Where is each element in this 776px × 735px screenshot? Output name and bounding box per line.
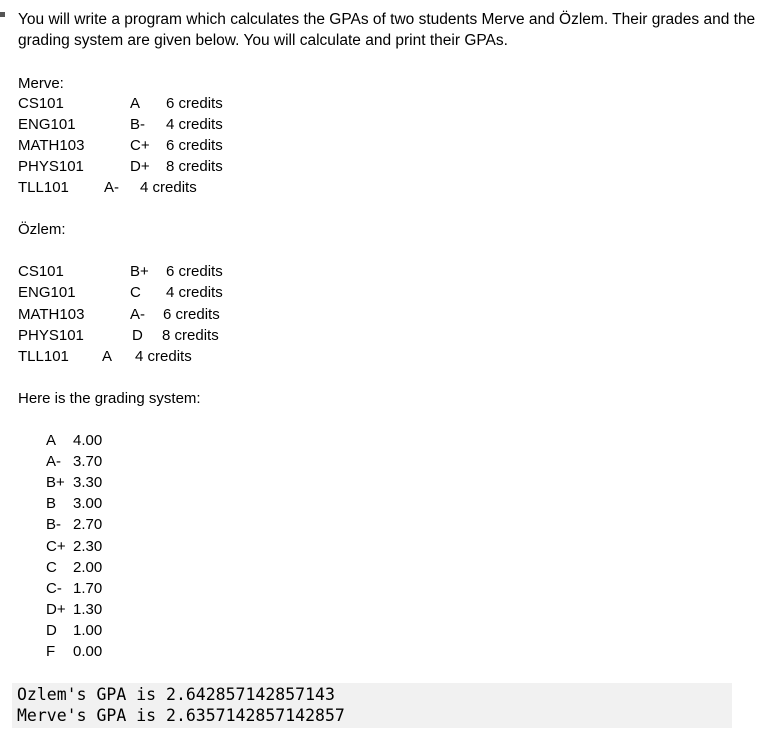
grade-letter: B- bbox=[46, 516, 61, 533]
merve-grade: A bbox=[130, 95, 141, 112]
ozlem-grade: D bbox=[132, 327, 143, 344]
ozlem-credits: 4 credits bbox=[166, 284, 223, 301]
grade-letter: C+ bbox=[46, 538, 66, 555]
output-line-merve: Merve's GPA is 2.6357142857142857 bbox=[17, 706, 345, 725]
ozlem-credits: 8 credits bbox=[162, 327, 219, 344]
ozlem-course: TLL101 bbox=[18, 348, 69, 365]
grade-points: 2.30 bbox=[73, 538, 103, 555]
ozlem-grade: C bbox=[130, 284, 141, 301]
merve-credits: 8 credits bbox=[166, 158, 223, 175]
ozlem-grade: A- bbox=[130, 306, 145, 323]
ozlem-course: PHYS101 bbox=[18, 327, 84, 344]
program-output-block bbox=[12, 683, 732, 728]
grade-letter: B bbox=[46, 495, 57, 512]
merve-credits: 4 credits bbox=[166, 116, 223, 133]
grade-points: 4.00 bbox=[73, 432, 103, 449]
grade-letter: A- bbox=[46, 453, 61, 470]
grade-points: 3.70 bbox=[73, 453, 103, 470]
ozlem-grade: A bbox=[102, 348, 113, 365]
grade-letter: D bbox=[46, 622, 57, 639]
merve-grade: A- bbox=[104, 179, 119, 196]
ozlem-course: MATH103 bbox=[18, 306, 85, 323]
grade-letter: F bbox=[46, 643, 56, 660]
ozlem-course: ENG101 bbox=[18, 284, 76, 301]
merve-course: ENG101 bbox=[18, 116, 76, 133]
merve-grade: B- bbox=[130, 116, 145, 133]
grade-points: 3.30 bbox=[73, 474, 103, 491]
grade-letter: C bbox=[46, 559, 57, 576]
ozlem-grade: B+ bbox=[130, 263, 149, 280]
grading-heading: Here is the grading system: bbox=[18, 390, 201, 407]
merve-grade: D+ bbox=[130, 158, 150, 175]
ozlem-heading: Özlem: bbox=[18, 221, 66, 238]
grade-points: 0.00 bbox=[73, 643, 103, 660]
ozlem-course: CS101 bbox=[18, 263, 64, 280]
grade-points: 2.70 bbox=[73, 516, 103, 533]
merve-course: TLL101 bbox=[18, 179, 69, 196]
intro-paragraph: You will write a program which calculates the GPAs of two students Merve and Özlem. Their grades and the grading system are given below. You will calculate and print their GPAs. bbox=[18, 11, 756, 49]
grade-letter: B+ bbox=[46, 474, 65, 491]
merve-course: CS101 bbox=[18, 95, 64, 112]
merve-course: MATH103 bbox=[18, 137, 85, 154]
grade-letter: D+ bbox=[46, 601, 66, 618]
merve-credits: 4 credits bbox=[140, 179, 197, 196]
merve-grade: C+ bbox=[130, 137, 150, 154]
ozlem-credits: 6 credits bbox=[163, 306, 220, 323]
merve-heading: Merve: bbox=[18, 75, 64, 92]
bullet-marker bbox=[0, 12, 5, 17]
merve-credits: 6 credits bbox=[166, 137, 223, 154]
output-line-ozlem: Ozlem's GPA is 2.642857142857143 bbox=[17, 685, 335, 704]
grade-points: 1.00 bbox=[73, 622, 103, 639]
grade-letter: C- bbox=[46, 580, 62, 597]
grade-points: 1.30 bbox=[73, 601, 103, 618]
ozlem-credits: 4 credits bbox=[135, 348, 192, 365]
grade-points: 1.70 bbox=[73, 580, 103, 597]
grade-points: 3.00 bbox=[73, 495, 103, 512]
merve-course: PHYS101 bbox=[18, 158, 84, 175]
grade-points: 2.00 bbox=[73, 559, 103, 576]
merve-credits: 6 credits bbox=[166, 95, 223, 112]
ozlem-credits: 6 credits bbox=[166, 263, 223, 280]
grade-letter: A bbox=[46, 432, 57, 449]
